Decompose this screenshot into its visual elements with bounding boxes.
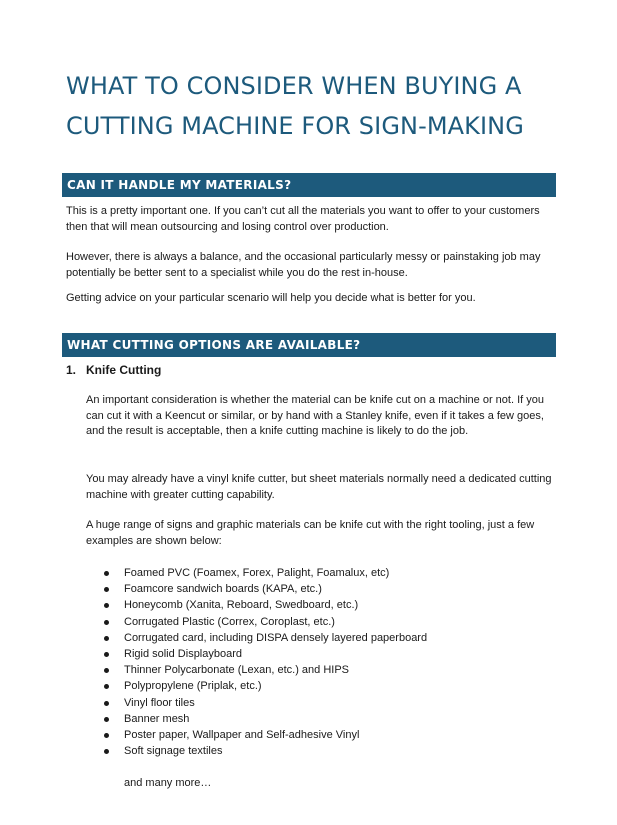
list-item: Thinner Polycarbonate (Lexan, etc.) and HIPS [104,662,427,678]
bullet-icon [104,717,109,722]
bullet-icon [104,603,109,608]
list-item: Polypropylene (Priplak, etc.) [104,678,427,694]
bullet-icon [104,684,109,689]
bullet-icon [104,668,109,673]
bullet-icon [104,701,109,706]
page-title-line-2: CUTTING MACHINE FOR SIGN-MAKING [66,112,524,140]
materials-paragraph-1: This is a pretty important one. If you can’t cut all the materials you want to offer to your customers then that will mean outsourcing and losing control over production. [66,205,540,233]
section-heading-cutting-options: WHAT CUTTING OPTIONS ARE AVAILABLE? [62,333,556,357]
list-item: Foamcore sandwich boards (KAPA, etc.) [104,581,427,597]
list-item: Soft signage textiles [104,743,427,759]
list-item: Corrugated Plastic (Correx, Coroplast, etc.) [104,614,427,630]
bullet-icon [104,636,109,641]
bullet-icon [104,620,109,625]
knife-paragraph-2: You may already have a vinyl knife cutter, but sheet materials normally need a dedicated cutting machine with greater cutting capability. [86,473,552,501]
page-title-line-1: WHAT TO CONSIDER WHEN BUYING A [66,72,522,100]
materials-list [104,565,427,759]
list-item: Poster paper, Wallpaper and Self-adhesive Vinyl [104,727,427,743]
knife-cutting-subheading [66,363,161,377]
knife-paragraph-3: A huge range of signs and graphic materials can be knife cut with the right tooling, just a few examples are shown below: [86,519,535,547]
materials-paragraph-3: Getting advice on your particular scenario will help you decide what is better for you. [66,292,476,304]
list-item: Vinyl floor tiles [104,695,427,711]
bullet-icon [104,571,109,576]
knife-paragraph-1: An important consideration is whether the material can be knife cut on a machine or not. If you can cut it with a Keencut or similar, or by hand with a Stanley knife, even if it takes a few goes, and the result is acceptable, then a knife cutting machine is likely to do the job. [86,394,544,437]
closing-text: and many more… [124,777,212,789]
page-title [66,66,566,146]
bullet-icon [104,587,109,592]
list-item: Corrugated card, including DISPA densely layered paperboard [104,630,427,646]
list-item: Foamed PVC (Foamex, Forex, Palight, Foamalux, etc) [104,565,427,581]
section-heading-materials: CAN IT HANDLE MY MATERIALS? [62,173,556,197]
bullet-icon [104,733,109,738]
subheading-title: Knife Cutting [86,363,162,377]
list-item: Rigid solid Displayboard [104,646,427,662]
list-item: Banner mesh [104,711,427,727]
bullet-icon [104,749,109,754]
list-item: Honeycomb (Xanita, Reboard, Swedboard, etc.) [104,597,427,613]
subheading-number: 1. [66,363,77,377]
materials-paragraph-2: However, there is always a balance, and the occasional particularly messy or painstaking job may potentially be better sent to a specialist while you do the rest in-house. [66,251,541,279]
bullet-icon [104,652,109,657]
